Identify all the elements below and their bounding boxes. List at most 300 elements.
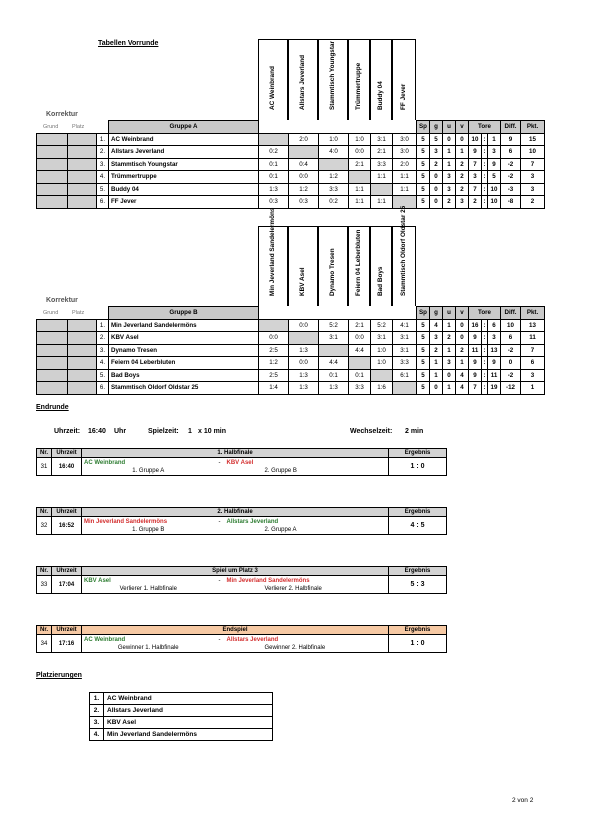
goals-for-cell: 9 [469, 357, 482, 370]
stat-header: Pkt. [521, 307, 545, 320]
result-cell: 1:2 [319, 171, 349, 184]
placement-rank: 3. [90, 717, 104, 729]
korrektur-platz-cell [68, 332, 97, 345]
result-cell: 1:1 [349, 183, 371, 196]
team-name-cell: Feiern 04 Leberbluten [109, 357, 259, 370]
result-cell: 1:2 [259, 357, 289, 370]
match-source-row [37, 644, 447, 652]
points-cell: 13 [521, 319, 545, 332]
opponent-column-header [370, 39, 392, 120]
result-cell: 2:5 [259, 369, 289, 382]
team-name-cell: Stammtisch Youngstar [109, 158, 259, 171]
diff-cell: 6 [501, 332, 521, 345]
stat-u-cell: 1 [443, 158, 456, 171]
stat-sp-cell: 5 [417, 146, 430, 159]
placement-row [90, 705, 273, 717]
table-row [37, 344, 545, 357]
points-cell: 10 [521, 146, 545, 159]
group-b-table [36, 306, 545, 395]
team-name-cell: Stammtisch Oldorf Oldstar 25 [109, 382, 259, 395]
result-header-spacer [259, 307, 289, 320]
home-source: 1. Gruppe B [82, 526, 215, 534]
korrektur-grund-cell [37, 382, 68, 395]
match-box [36, 625, 447, 653]
vs-dash: - [215, 517, 225, 527]
away-team: Allstars Jeverland [225, 635, 389, 645]
goals-for-cell: 9 [469, 332, 482, 345]
goals-separator: : [482, 133, 488, 146]
opponent-name-label: Stammtisch Oldorf Oldstar 25 [400, 205, 407, 296]
uhrzeit-label: Uhrzeit: [54, 428, 81, 435]
korrektur-platz-cell [68, 171, 97, 184]
result-cell: 3:1 [393, 332, 417, 345]
goals-separator: : [482, 146, 488, 159]
score-separator: : [414, 522, 421, 529]
stat-sp-cell: 5 [417, 196, 430, 209]
opponent-name-label: Dynamo Tresen [329, 248, 336, 296]
match-teams-row [37, 458, 447, 468]
match-number: 34 [37, 635, 52, 653]
stat-v-cell: 1 [456, 357, 469, 370]
points-cell: 3 [521, 171, 545, 184]
away-source: Verlierer 2. Halbfinale [225, 585, 389, 593]
rank-spacer [97, 121, 109, 134]
result-cell: 2:5 [259, 344, 289, 357]
match-teams-row [37, 635, 447, 645]
opponent-name-label: Bad Boys [377, 266, 384, 296]
diff-cell: -2 [501, 158, 521, 171]
stat-sp-cell: 5 [417, 158, 430, 171]
goals-against-cell: 9 [488, 357, 501, 370]
result-cell: 6:1 [393, 369, 417, 382]
self-match-cell [393, 382, 417, 395]
korrektur-grund-cell [37, 196, 68, 209]
result-cell: 0:0 [259, 332, 289, 345]
korrektur-platz-cell [68, 133, 97, 146]
match-number: 31 [37, 458, 52, 476]
korrektur-grund-cell [37, 357, 68, 370]
goals-for-cell: 9 [469, 369, 482, 382]
away-team: Allstars Jeverland [225, 517, 389, 527]
match-source-row [37, 467, 447, 475]
stat-u-cell: 2 [443, 332, 456, 345]
team-name-cell: Bad Boys [109, 369, 259, 382]
goals-against-cell: 5 [488, 171, 501, 184]
away-team: KBV Asel [225, 458, 389, 468]
ergebnis-header: Ergebnis [389, 508, 447, 517]
stat-header: g [430, 307, 443, 320]
stat-g-cell: 5 [430, 133, 443, 146]
home-score: 1 [410, 463, 415, 470]
korrektur-spacer [68, 307, 97, 320]
placement-rank: 2. [90, 705, 104, 717]
goals-for-cell: 10 [469, 133, 482, 146]
result-cell: 0:4 [289, 158, 319, 171]
stat-header: Diff. [501, 121, 521, 134]
result-cell: 4:4 [349, 344, 371, 357]
result-cell: 1:6 [371, 382, 393, 395]
goals-against-cell: 6 [488, 319, 501, 332]
stat-v-cell: 0 [456, 332, 469, 345]
goals-separator: : [482, 171, 488, 184]
opponent-column-header [258, 39, 288, 120]
score-separator: : [414, 640, 421, 647]
opponent-name-label: Feiern 04 Leberbluten [355, 229, 362, 296]
result-header-spacer [349, 121, 371, 134]
korrektur-grund-cell [37, 171, 68, 184]
points-cell: 15 [521, 133, 545, 146]
home-score: 4 [410, 522, 415, 529]
goals-for-cell: 16 [469, 319, 482, 332]
team-name-cell: KBV Asel [109, 332, 259, 345]
result-cell: 0:3 [289, 196, 319, 209]
placement-row [90, 717, 273, 729]
away-source: 2. Gruppe B [225, 467, 389, 475]
match-title: 1. Halbfinale [82, 449, 389, 458]
opponent-name-label: FF Jever [400, 83, 407, 110]
stat-sp-cell: 5 [417, 369, 430, 382]
match-title: Endspiel [82, 626, 389, 635]
goals-against-cell: 3 [488, 332, 501, 345]
stat-header-tore: Tore [469, 121, 501, 134]
opponent-column-header [288, 226, 318, 306]
match-header-row [37, 626, 447, 635]
result-cell: 4:4 [319, 357, 349, 370]
uhrzeit-header: Uhrzeit [52, 626, 82, 635]
stat-sp-cell: 5 [417, 357, 430, 370]
result-cell: 3:3 [319, 183, 349, 196]
result-cell: 3:0 [393, 133, 417, 146]
score-separator: : [414, 463, 421, 470]
score-separator: : [414, 581, 421, 588]
points-cell: 3 [521, 369, 545, 382]
stat-header: v [456, 307, 469, 320]
goals-separator: : [482, 183, 488, 196]
spielzeit-value: 1 [188, 428, 192, 435]
placement-rank: 1. [90, 693, 104, 705]
opponent-column-header [318, 226, 348, 306]
goals-against-cell: 19 [488, 382, 501, 395]
result-cell: 0:0 [289, 171, 319, 184]
home-team: KBV Asel [82, 576, 215, 586]
vs-dash: - [215, 576, 225, 586]
stat-sp-cell: 5 [417, 133, 430, 146]
placements-table [89, 692, 273, 741]
table-row [37, 369, 545, 382]
group-header: Gruppe A [109, 121, 259, 134]
goals-for-cell: 9 [469, 146, 482, 159]
home-source: Gewinner 1. Halbfinale [82, 644, 215, 652]
korrektur-spacer [37, 307, 68, 320]
table-row [37, 133, 545, 146]
stat-g-cell: 0 [430, 183, 443, 196]
self-match-cell [259, 319, 289, 332]
rank-cell: 3. [97, 158, 109, 171]
team-name-cell: Min Jeverland Sandelermöns [109, 319, 259, 332]
goals-separator: : [482, 382, 488, 395]
korrektur-platz-a: Platz [72, 124, 85, 130]
korrektur-platz-b: Platz [72, 310, 85, 316]
diff-cell: -2 [501, 344, 521, 357]
self-match-cell [289, 332, 319, 345]
ergebnis-header: Ergebnis [389, 626, 447, 635]
result-cell: 0:2 [319, 196, 349, 209]
stat-u-cell: 2 [443, 196, 456, 209]
result-header-spacer [349, 307, 371, 320]
table-header-row [37, 121, 545, 134]
result-cell: 0:0 [289, 319, 319, 332]
diff-cell: 10 [501, 319, 521, 332]
ergebnis-header: Ergebnis [389, 567, 447, 576]
result-header-spacer [371, 307, 393, 320]
points-cell: 11 [521, 332, 545, 345]
korrektur-grund-cell [37, 369, 68, 382]
rank-cell: 4. [97, 171, 109, 184]
korrektur-spacer [37, 121, 68, 134]
source-spacer [215, 526, 225, 534]
match-header-row [37, 508, 447, 517]
result-header-spacer [319, 121, 349, 134]
rank-spacer [97, 307, 109, 320]
result-cell: 3:3 [349, 382, 371, 395]
goals-separator: : [482, 344, 488, 357]
match-time: 16:40 [52, 458, 82, 476]
goals-against-cell: 9 [488, 158, 501, 171]
diff-cell: -2 [501, 369, 521, 382]
endrunde-title: Endrunde [36, 404, 69, 411]
result-header-spacer [289, 121, 319, 134]
stat-g-cell: 1 [430, 369, 443, 382]
goals-for-cell: 2 [469, 196, 482, 209]
stat-header: Pkt. [521, 121, 545, 134]
diff-cell: 6 [501, 146, 521, 159]
platzierungen-title: Platzierungen [36, 672, 82, 679]
stat-g-cell: 4 [430, 319, 443, 332]
result-cell: 1:0 [371, 344, 393, 357]
stat-v-cell: 2 [456, 344, 469, 357]
source-spacer [215, 585, 225, 593]
rank-cell: 5. [97, 369, 109, 382]
diff-cell: -3 [501, 183, 521, 196]
wechselzeit-label: Wechselzeit: [350, 428, 393, 435]
goals-separator: : [482, 357, 488, 370]
opponent-name-label: Stammtisch Youngstar [329, 40, 336, 110]
stat-v-cell: 2 [456, 171, 469, 184]
korrektur-grund-cell [37, 344, 68, 357]
result-cell: 1:1 [393, 171, 417, 184]
korrektur-platz-cell [68, 196, 97, 209]
home-score: 5 [410, 581, 415, 588]
table-row [37, 183, 545, 196]
source-spacer [215, 644, 225, 652]
result-cell: 1:1 [393, 183, 417, 196]
stat-u-cell: 3 [443, 183, 456, 196]
stat-header: u [443, 121, 456, 134]
result-cell: 0:1 [259, 171, 289, 184]
stat-g-cell: 0 [430, 196, 443, 209]
away-score: 0 [420, 640, 425, 647]
home-source: Verlierer 1. Halbfinale [82, 585, 215, 593]
uhrzeit-header: Uhrzeit [52, 508, 82, 517]
home-source: 1. Gruppe A [82, 467, 215, 475]
result-cell: 5:2 [319, 319, 349, 332]
diff-cell: -2 [501, 171, 521, 184]
opponent-column-header [348, 39, 370, 120]
spielzeit-label: Spielzeit: [148, 428, 179, 435]
placement-team: KBV Asel [104, 717, 273, 729]
result-cell: 4:1 [393, 319, 417, 332]
goals-separator: : [482, 332, 488, 345]
korrektur-grund-cell [37, 146, 68, 159]
stat-u-cell: 0 [443, 133, 456, 146]
korrektur-platz-cell [68, 146, 97, 159]
goals-against-cell: 13 [488, 344, 501, 357]
result-cell: 0:0 [289, 357, 319, 370]
stat-header: g [430, 121, 443, 134]
result-header-spacer [393, 121, 417, 134]
result-cell: 3:3 [371, 158, 393, 171]
match-box [36, 448, 447, 476]
stat-v-cell: 0 [456, 319, 469, 332]
uhr-label: Uhr [114, 428, 127, 435]
opponent-column-header [370, 226, 392, 306]
result-cell: 1:4 [259, 382, 289, 395]
away-source: Gewinner 2. Halbfinale [225, 644, 389, 652]
match-box [36, 507, 447, 535]
rank-cell: 3. [97, 344, 109, 357]
result-cell: 3:3 [393, 357, 417, 370]
opponent-name-label: Min Jeverland Sandelermöns [269, 207, 276, 296]
team-name-cell: FF Jever [109, 196, 259, 209]
match-source-row [37, 526, 447, 534]
opponent-column-header [258, 207, 288, 306]
result-cell: 1:3 [289, 382, 319, 395]
rank-cell: 6. [97, 196, 109, 209]
result-cell: 0:1 [259, 158, 289, 171]
stat-v-cell: 4 [456, 382, 469, 395]
stat-header: Sp [417, 307, 430, 320]
korrektur-platz-cell [68, 319, 97, 332]
stat-g-cell: 2 [430, 158, 443, 171]
self-match-cell [371, 369, 393, 382]
self-match-cell [371, 183, 393, 196]
stat-header: Diff. [501, 307, 521, 320]
stat-sp-cell: 5 [417, 319, 430, 332]
result-cell: 0:1 [349, 369, 371, 382]
wechselzeit-value: 2 min [405, 428, 424, 435]
stat-v-cell: 4 [456, 369, 469, 382]
points-cell: 1 [521, 382, 545, 395]
result-cell: 1:3 [289, 344, 319, 357]
match-score [389, 635, 447, 653]
goals-for-cell: 3 [469, 171, 482, 184]
home-score: 1 [410, 640, 415, 647]
diff-cell: 9 [501, 133, 521, 146]
stat-g-cell: 2 [430, 344, 443, 357]
result-cell: 1:3 [289, 369, 319, 382]
result-header-spacer [393, 307, 417, 320]
placement-row [90, 729, 273, 741]
points-cell: 3 [521, 183, 545, 196]
stat-u-cell: 1 [443, 344, 456, 357]
match-box [36, 566, 447, 594]
vs-dash: - [215, 458, 225, 468]
team-name-cell: Allstars Jeverland [109, 146, 259, 159]
opponent-column-header [318, 39, 348, 120]
placement-team: AC Weinbrand [104, 693, 273, 705]
page-number: 2 von 2 [512, 797, 534, 804]
team-name-cell: Dynamo Tresen [109, 344, 259, 357]
result-cell: 3:0 [393, 146, 417, 159]
team-name-cell: AC Weinbrand [109, 133, 259, 146]
nr-header: Nr. [37, 449, 52, 458]
table-row [37, 332, 545, 345]
korrektur-grund-b: Grund [43, 310, 59, 316]
result-cell: 4:0 [319, 146, 349, 159]
home-team: AC Weinbrand [82, 635, 215, 645]
self-match-cell [259, 133, 289, 146]
result-header-spacer [371, 121, 393, 134]
points-cell: 7 [521, 344, 545, 357]
goals-separator: : [482, 369, 488, 382]
goals-separator: : [482, 158, 488, 171]
stat-header-tore: Tore [469, 307, 501, 320]
opponent-name-label: Trümmertruppe [355, 62, 362, 110]
korrektur-grund-cell [37, 183, 68, 196]
team-name-cell: Buddy 04 [109, 183, 259, 196]
result-cell: 1:1 [349, 196, 371, 209]
stat-u-cell: 1 [443, 382, 456, 395]
match-number: 32 [37, 517, 52, 535]
rank-cell: 1. [97, 133, 109, 146]
match-title: 2. Halbfinale [82, 508, 389, 517]
korrektur-platz-cell [68, 344, 97, 357]
goals-for-cell: 7 [469, 183, 482, 196]
points-cell: 2 [521, 196, 545, 209]
korrektur-grund-cell [37, 158, 68, 171]
away-score: 5 [420, 522, 425, 529]
korrektur-grund-a: Grund [43, 124, 59, 130]
stat-sp-cell: 5 [417, 332, 430, 345]
placement-row [90, 693, 273, 705]
table-row [37, 171, 545, 184]
goals-for-cell: 11 [469, 344, 482, 357]
match-number: 33 [37, 576, 52, 594]
stat-v-cell: 3 [456, 196, 469, 209]
spielzeit-unit: x 10 min [198, 428, 227, 435]
rank-cell: 2. [97, 332, 109, 345]
table-row [37, 146, 545, 159]
match-teams-row [37, 576, 447, 586]
self-match-cell [319, 158, 349, 171]
korrektur-platz-cell [68, 183, 97, 196]
group-a-table [36, 120, 545, 209]
rank-cell: 1. [97, 319, 109, 332]
match-header-row [37, 449, 447, 458]
result-cell: 1:1 [371, 196, 393, 209]
result-cell: 2:1 [349, 319, 371, 332]
away-score: 0 [420, 463, 425, 470]
group-header: Gruppe B [109, 307, 259, 320]
nr-header: Nr. [37, 626, 52, 635]
match-time: 16:52 [52, 517, 82, 535]
vorrunde-title: Tabellen Vorrunde [98, 40, 159, 47]
home-team: AC Weinbrand [82, 458, 215, 468]
goals-against-cell: 1 [488, 133, 501, 146]
placement-team: Min Jeverland Sandelermöns [104, 729, 273, 741]
uhrzeit-header: Uhrzeit [52, 449, 82, 458]
korrektur-grund-cell [37, 133, 68, 146]
